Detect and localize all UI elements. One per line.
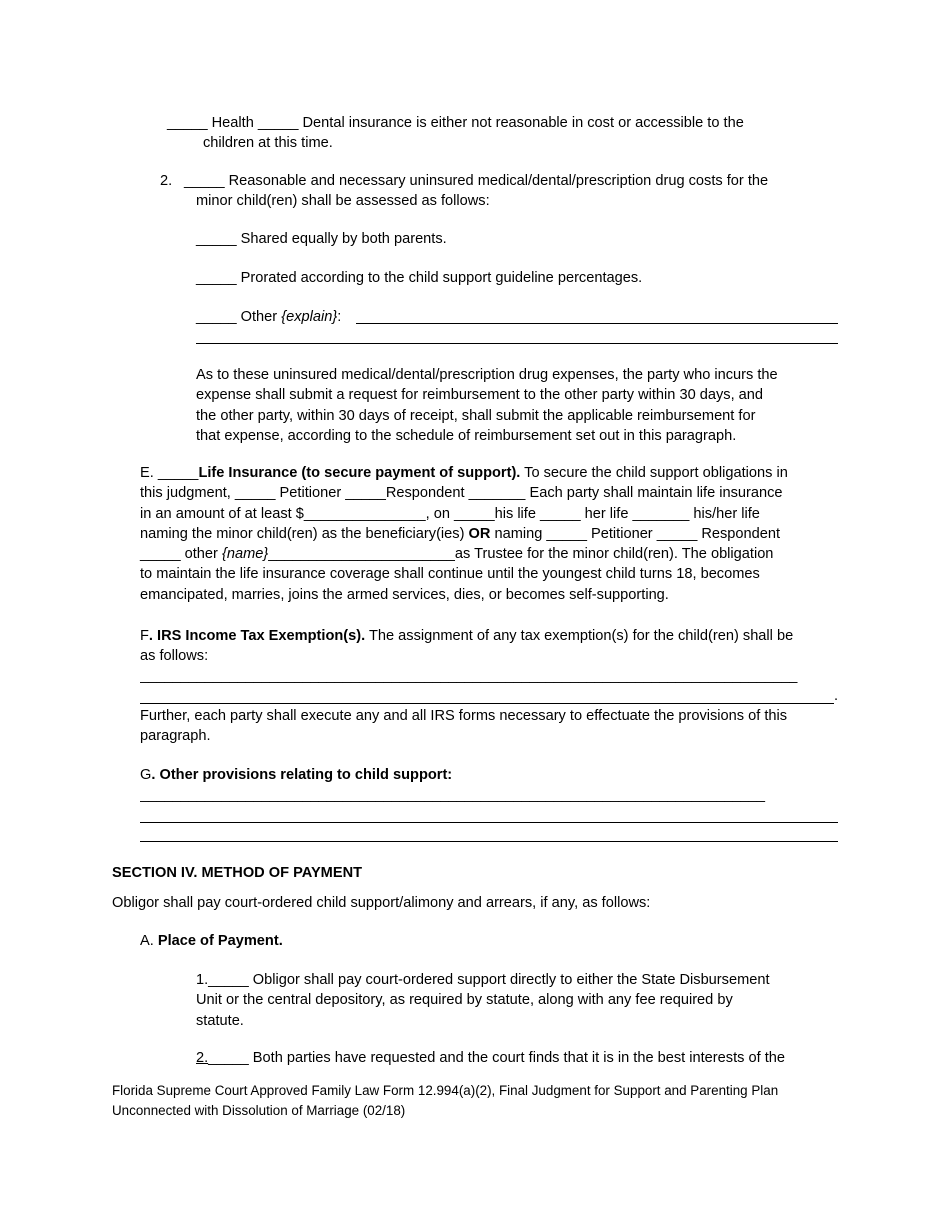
payment-option-2-text: _____ Both parties have requested and the court finds that it is in the best interests of the bbox=[208, 1050, 785, 1066]
option-other-label: _____ Other bbox=[196, 309, 282, 325]
payment-option-2 bbox=[196, 1048, 785, 1068]
section-e-line-4-a: naming the minor child(ren) as the beneficiary(ies) bbox=[140, 525, 469, 542]
reimbursement-line-1: As to these uninsured medical/dental/prescription drug expenses, the party who incurs the bbox=[196, 367, 778, 383]
section-e-line-7: emancipated, marries, joins the armed services, dies, or becomes self-supporting. bbox=[140, 586, 669, 603]
footer-line-2: Unconnected with Dissolution of Marriage (02/18) bbox=[112, 1102, 406, 1118]
section-e-line-5 bbox=[140, 544, 788, 564]
reimbursement-line-4: that expense, according to the schedule of reimbursement set out in this paragraph. bbox=[196, 427, 737, 444]
option-prorated[interactable]: _____ Prorated according to the child support guideline percentages. bbox=[196, 270, 643, 286]
section-g-blank-3[interactable] bbox=[140, 841, 838, 842]
section-f-line-1 bbox=[140, 626, 793, 646]
section-iv-intro: Obligor shall pay court-ordered child support/alimony and arrears, if any, as follows: bbox=[112, 895, 651, 911]
section-e-line-1-rest: To secure the child support obligations in bbox=[520, 465, 788, 481]
section-f-heading: . IRS Income Tax Exemption(s). bbox=[148, 628, 366, 644]
page-footer bbox=[112, 1081, 778, 1120]
section-g-blank-1[interactable]: _____________________________________________________________________________ bbox=[140, 787, 765, 803]
item-2-text-1: _____ Reasonable and necessary uninsured medical/dental/prescription drug costs for the bbox=[184, 173, 769, 189]
section-f-irs-forms bbox=[140, 706, 787, 747]
item-2-clause bbox=[184, 171, 769, 212]
health-dental-line-2: children at this time. bbox=[203, 135, 333, 152]
other-explain-field-line-2[interactable] bbox=[196, 343, 838, 344]
section-f-line-4: Further, each party shall execute any and all IRS forms necessary to effectuate the provisions of this bbox=[140, 708, 788, 724]
payment-option-1 bbox=[196, 970, 770, 1031]
section-f-period: . bbox=[834, 688, 839, 704]
place-of-payment-title: Place of Payment. bbox=[157, 933, 283, 949]
option-other-colon: : bbox=[337, 309, 342, 325]
section-e-name-placeholder: {name} bbox=[221, 546, 269, 563]
payment-option-1-line-3: statute. bbox=[196, 1012, 244, 1029]
section-f-blank-2[interactable] bbox=[140, 703, 834, 704]
item-2-line-1 bbox=[184, 171, 768, 191]
section-e-line-5-b: _______________________as Trustee for the minor child(ren). The obligation bbox=[268, 546, 774, 563]
place-of-payment-label: A. bbox=[140, 933, 158, 949]
section-e-line-4-b: naming _____ Petitioner _____ Respondent bbox=[490, 525, 781, 542]
footer-line-1: Florida Supreme Court Approved Family Law Form 12.994(a)(2), Final Judgment for Support and Parenting Plan bbox=[112, 1083, 779, 1098]
item-2-line-2: minor child(ren) shall be assessed as follows: bbox=[196, 193, 490, 210]
section-g-blank-2[interactable] bbox=[140, 822, 838, 823]
payment-option-1-line-1: 1._____ Obligor shall pay court-ordered support directly to either the State Disbursement bbox=[196, 972, 770, 988]
reimbursement-line-2: expense shall submit a request for reimbursement to the other party within 30 days, and bbox=[196, 387, 764, 404]
section-f-line-5: paragraph. bbox=[140, 728, 211, 745]
section-f-label: F bbox=[140, 628, 149, 644]
section-e-line-5-a: _____ other bbox=[140, 546, 222, 563]
section-g-heading: . Other provisions relating to child support: bbox=[151, 767, 453, 783]
reimbursement-paragraph bbox=[196, 365, 778, 446]
section-e-line-4 bbox=[140, 524, 788, 544]
other-explain-field[interactable] bbox=[356, 323, 838, 324]
section-f-line-1-rest: The assignment of any tax exemption(s) for the child(ren) shall be bbox=[365, 628, 794, 644]
option-other[interactable] bbox=[196, 307, 341, 327]
section-e-line-6: to maintain the life insurance coverage shall continue until the youngest child turns 18, becomes bbox=[140, 566, 760, 583]
place-of-payment-heading bbox=[140, 931, 283, 951]
section-e-heading: Life Insurance (to secure payment of support). bbox=[198, 465, 521, 481]
section-e-label: E. _____ bbox=[140, 465, 199, 481]
section-e-line-2: this judgment, _____ Petitioner _____Respondent _______ Each party shall maintain life insurance bbox=[140, 485, 783, 502]
section-iv-heading: SECTION IV. METHOD OF PAYMENT bbox=[112, 865, 363, 881]
item-2-number: 2. bbox=[160, 173, 173, 189]
payment-option-1-line-2: Unit or the central depository, as required by statute, along with any fee required by bbox=[196, 992, 733, 1009]
reimbursement-line-3: the other party, within 30 days of receipt, shall submit the applicable reimbursement for bbox=[196, 407, 756, 424]
section-f-blank-1[interactable]: _________________________________________________________________________________ bbox=[140, 668, 798, 684]
health-dental-line-1: _____ Health _____ Dental insurance is either not reasonable in cost or accessible to the bbox=[167, 115, 744, 131]
section-g-heading-line bbox=[140, 765, 452, 785]
option-shared-equally[interactable]: _____ Shared equally by both parents. bbox=[196, 231, 447, 247]
section-e-line-1 bbox=[140, 463, 788, 483]
section-e-life-insurance bbox=[140, 463, 788, 605]
section-g-label: G bbox=[140, 767, 152, 783]
section-e-or: OR bbox=[468, 525, 491, 542]
health-dental-clause bbox=[167, 113, 744, 154]
payment-option-2-number: 2. bbox=[196, 1050, 209, 1066]
section-e-line-3: in an amount of at least $_______________, on _____his life _____ her life _______ his/her life bbox=[140, 505, 760, 522]
section-f-line-2: as follows: bbox=[140, 648, 209, 665]
option-other-explain: {explain} bbox=[281, 309, 338, 325]
section-f-tax-exemption bbox=[140, 626, 793, 667]
